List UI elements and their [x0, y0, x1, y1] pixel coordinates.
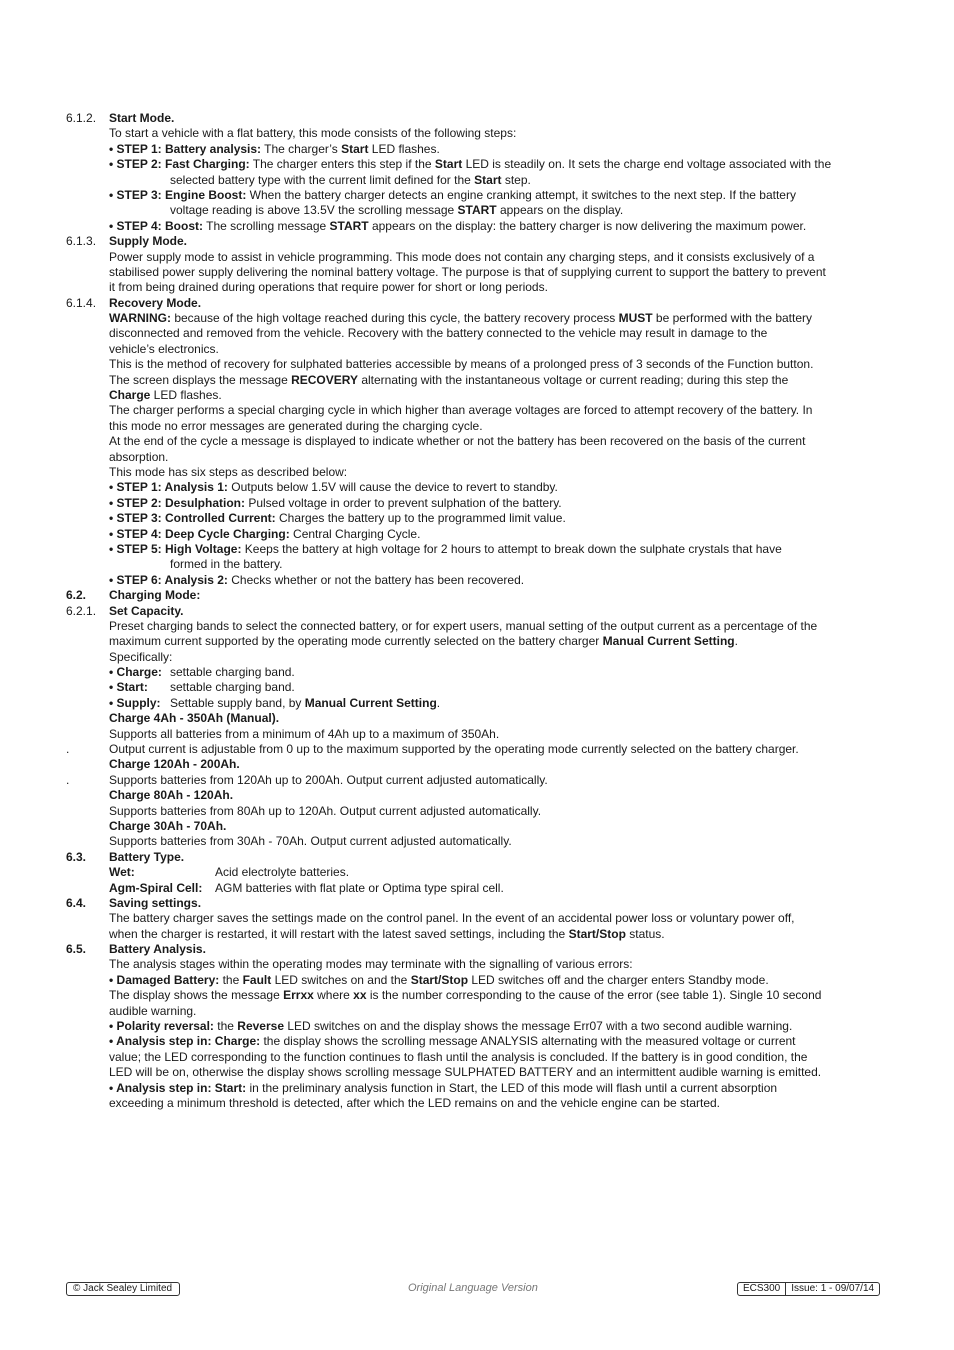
text-run: audible warning. [109, 1003, 197, 1018]
line-text [109, 680, 148, 695]
text-run: Supports all batteries from a minimum of 4Ah up to a maximum of 350Ah. [109, 726, 500, 741]
text-run: this mode no error messages are generated during the charging cycle. [109, 418, 483, 433]
text-run: Charge 30Ah - 70Ah. [109, 818, 227, 833]
line-text [109, 604, 183, 619]
text-run: Supports batteries from 80Ah up to 120Ah. Output current adjusted automatically. [109, 803, 542, 818]
line-text [109, 788, 233, 803]
text-run: Errxx [283, 988, 314, 1003]
text-line [0, 157, 954, 172]
text-run: • Supply: [109, 695, 161, 710]
text-run: • STEP 2: Desulphation: [109, 495, 245, 510]
text-line [0, 1081, 954, 1096]
issue-date: Issue: 1 - 09/07/14 [785, 1283, 879, 1295]
section-number: 6.2. [66, 588, 87, 603]
section-number: 6.4. [66, 895, 87, 910]
text-run: maximum current supported by the operating mode currently selected on the battery charger [109, 634, 603, 649]
line-text [109, 881, 202, 896]
text-line [0, 742, 954, 757]
text-run: Set Capacity. [109, 603, 184, 618]
text-line [0, 773, 954, 788]
text-line [0, 634, 954, 649]
text-line [0, 173, 954, 188]
text-line [0, 911, 954, 926]
text-run: it from being drained during operations that require power for short or long periods. [109, 280, 548, 295]
text-run: LED flashes. [368, 141, 440, 156]
line-text [109, 942, 206, 957]
line-text [109, 403, 812, 418]
text-line [0, 819, 954, 834]
text-run: because of the high voltage reached during this cycle, the battery recovery process [171, 311, 619, 326]
text-run: be performed with the battery [652, 311, 813, 326]
text-line [0, 203, 954, 218]
text-run: absorption. [109, 449, 169, 464]
text-run: AGM batteries with flat plate or Optima type spiral cell. [215, 880, 504, 895]
line-text [109, 1081, 777, 1096]
text-run: START [457, 203, 497, 218]
text-run: Start [474, 172, 502, 187]
section-number: . [66, 742, 70, 757]
text-run: • STEP 1: Analysis 1: [109, 480, 228, 495]
text-run: the display shows the scrolling message ANALYSIS alternating with the measured voltage or current [260, 1034, 796, 1049]
line-text [109, 450, 168, 465]
text-line [0, 604, 954, 619]
text-run: Start/Stop [410, 972, 469, 987]
text-run: • STEP 2: Fast Charging: [109, 157, 250, 172]
text-run: • Start: [109, 680, 148, 695]
line-text [109, 342, 219, 357]
text-run: xx [353, 988, 367, 1003]
text-run: • Charge: [109, 665, 162, 680]
text-run: • STEP 5: High Voltage: [109, 541, 242, 556]
line-definition [215, 881, 504, 896]
text-line [0, 511, 954, 526]
text-line [0, 527, 954, 542]
text-run: Central Charging Cycle. [289, 526, 421, 541]
text-run: START [329, 218, 369, 233]
text-line [0, 496, 954, 511]
text-run: Outputs below 1.5V will cause the device to revert to standby. [227, 480, 558, 495]
text-line [0, 142, 954, 157]
document-body [0, 111, 954, 1111]
text-run: when the charger is restarted, it will restart with the latest saved settings, including the [109, 926, 569, 941]
model-number: ECS300 [743, 1283, 781, 1294]
text-run: RECOVERY [291, 372, 358, 387]
text-run: selected battery type with the current limit defined for the [170, 172, 475, 187]
section-number: 6.2.1. [66, 603, 97, 618]
text-run: The charger performs a special charging cycle in which higher than average voltages are forced to attempt recovery of the battery. In [109, 403, 813, 418]
line-text [109, 311, 812, 326]
line-text [170, 557, 283, 572]
text-line [0, 834, 954, 849]
section-number: 6.5. [66, 942, 87, 957]
copyright-box [66, 1282, 180, 1296]
text-line [0, 680, 954, 695]
text-run: The battery charger saves the settings made on the control panel. In the event of an accidental power loss or voluntary power off, [109, 911, 795, 926]
text-line [0, 111, 954, 126]
text-run: stabilised power supply delivering the nominal battery voltage. The purpose is that of supplying current to support the battery to prevent [109, 264, 826, 279]
line-text [109, 896, 201, 911]
text-line [0, 1034, 954, 1049]
text-run: Power supply mode to assist in vehicle programming. This mode does not contain any charging steps, and it consists exclusively of a [109, 249, 815, 264]
text-run: WARNING: [109, 311, 171, 326]
text-line [0, 542, 954, 557]
line-text [109, 511, 566, 526]
text-run: LED is steadily on. It sets the charge end voltage associated with the [462, 157, 832, 172]
line-text [109, 650, 172, 665]
text-line [0, 357, 954, 372]
text-run: exceeding a minimum threshold is detected, after which the LED remains on and the vehicle engine can be started. [109, 1096, 721, 1110]
text-line [0, 126, 954, 141]
text-line [0, 927, 954, 942]
line-text [109, 804, 541, 819]
text-line [0, 665, 954, 680]
text-run: value; the LED corresponding to the function continues to flash until the analysis is concluded. If the battery is in good condition, the [109, 1049, 808, 1064]
text-run: Settable supply band, by [170, 695, 305, 710]
text-run: formed in the battery. [170, 557, 283, 572]
text-line [0, 280, 954, 295]
text-run: . [734, 634, 738, 649]
line-text [109, 1004, 196, 1019]
text-run: Preset charging bands to select the connected battery, or for expert users, manual setting of the output current as a percentage of the [109, 618, 818, 633]
line-text [109, 619, 817, 634]
text-run: Manual Current Setting [304, 695, 437, 710]
text-run: To start a vehicle with a flat battery, this mode consists of the following steps: [109, 126, 517, 141]
line-text [109, 434, 805, 449]
text-run: LED switches on and the [271, 972, 411, 987]
document-meta-box [737, 1282, 880, 1296]
text-run: Charge [109, 388, 151, 403]
line-text [170, 203, 623, 218]
line-text [109, 1065, 821, 1080]
line-text [109, 219, 806, 234]
text-run: Battery Type. [109, 849, 185, 864]
text-line [0, 588, 954, 603]
text-run: Charge 120Ah - 200Ah. [109, 757, 240, 772]
text-line [0, 557, 954, 572]
text-run: LED switches on and the display shows the message Err07 with a two second audible warning. [284, 1019, 793, 1034]
line-text [109, 527, 420, 542]
line-text [109, 326, 767, 341]
line-text [109, 296, 201, 311]
text-run: where [313, 988, 354, 1003]
text-line [0, 326, 954, 341]
text-run: alternating with the instantaneous voltage or current reading; during this step the [358, 372, 789, 387]
original-language-label: Original Language Version [408, 1282, 538, 1294]
line-text [109, 465, 347, 480]
text-line [0, 1096, 954, 1111]
text-line [0, 896, 954, 911]
section-number: 6.3. [66, 849, 87, 864]
text-run: • STEP 4: Deep Cycle Charging: [109, 526, 290, 541]
section-number: . [66, 772, 70, 787]
text-run: • Polarity reversal: [109, 1019, 214, 1034]
text-line [0, 696, 954, 711]
text-run: • STEP 3: Engine Boost: [109, 187, 247, 202]
text-line [0, 1050, 954, 1065]
text-run: Supports batteries from 120Ah up to 200Ah. Output current adjusted automatically. [109, 772, 548, 787]
line-text [109, 280, 548, 295]
line-text [109, 188, 796, 203]
line-text [109, 727, 499, 742]
text-line [0, 219, 954, 234]
line-text [109, 911, 795, 926]
text-run: • STEP 4: Boost: [109, 218, 203, 233]
copyright-text: © Jack Sealey Limited [73, 1283, 173, 1294]
line-text [109, 1096, 720, 1111]
line-definition [215, 865, 349, 880]
line-definition [170, 696, 440, 711]
text-run: Start [341, 141, 369, 156]
text-line [0, 234, 954, 249]
line-text [109, 126, 516, 141]
text-run: The scrolling message [203, 218, 330, 233]
text-run: The analysis stages within the operating modes may terminate with the signalling of various errors: [109, 957, 633, 972]
line-definition [170, 680, 295, 695]
line-text [109, 957, 633, 972]
text-run: appears on the display. [496, 203, 624, 218]
line-text [109, 573, 524, 588]
line-text [109, 542, 782, 557]
line-text [109, 1050, 807, 1065]
line-text [109, 234, 187, 249]
text-run: • STEP 6: Analysis 2: [109, 572, 228, 587]
text-run: Keeps the battery at high voltage for 2 hours to attempt to break down the sulphate crystals that have [241, 541, 782, 556]
text-line [0, 850, 954, 865]
section-number: 6.1.4. [66, 295, 97, 310]
line-text [170, 173, 531, 188]
line-text [109, 757, 240, 772]
text-line [0, 419, 954, 434]
line-text [109, 419, 483, 434]
line-text [109, 973, 769, 988]
text-run: The charger’s [261, 141, 342, 156]
text-run: • Damaged Battery: [109, 972, 220, 987]
text-line [0, 727, 954, 742]
line-text [109, 388, 222, 403]
text-line [0, 619, 954, 634]
text-run: Battery Analysis. [109, 942, 206, 957]
text-line [0, 388, 954, 403]
text-run: Charge 4Ah - 350Ah (Manual). [109, 711, 280, 726]
line-text [109, 496, 562, 511]
text-run: in the preliminary analysis function in Start, the LED of this mode will flash until a current absorption [246, 1080, 778, 1095]
text-run: Supports batteries from 30Ah - 70Ah. Output current adjusted automatically. [109, 834, 512, 849]
text-run: The screen displays the message [109, 372, 292, 387]
text-line [0, 434, 954, 449]
text-run: • STEP 1: Battery analysis: [109, 141, 262, 156]
text-run: voltage reading is above 13.5V the scrolling message [170, 203, 458, 218]
line-text [109, 250, 814, 265]
line-text [109, 834, 512, 849]
text-run: status. [625, 926, 665, 941]
line-text [109, 742, 799, 757]
text-run: step. [501, 172, 531, 187]
text-run: settable charging band. [170, 665, 295, 680]
line-text [109, 142, 440, 157]
text-run: Agm-Spiral Cell: [109, 880, 203, 895]
text-run: • Analysis step in: Start: [109, 1080, 247, 1095]
text-run: Manual Current Setting [602, 634, 735, 649]
section-number: 6.1.2. [66, 111, 97, 125]
text-run: Recovery Mode. [109, 295, 202, 310]
text-line [0, 311, 954, 326]
text-line [0, 1019, 954, 1034]
text-run: Fault [242, 972, 272, 987]
text-line [0, 865, 954, 880]
line-text [109, 865, 135, 880]
text-run: is the number corresponding to the cause of the error (see table 1). Single 10 second [366, 988, 822, 1003]
text-line [0, 296, 954, 311]
text-line [0, 942, 954, 957]
text-run: Start [434, 157, 463, 172]
text-run: Wet: [109, 865, 135, 880]
text-line [0, 1004, 954, 1019]
line-text [109, 157, 831, 172]
text-line [0, 1065, 954, 1080]
line-text [109, 634, 738, 649]
text-line [0, 757, 954, 772]
text-line [0, 973, 954, 988]
text-run: settable charging band. [170, 680, 295, 695]
line-text [109, 927, 665, 942]
text-run: This mode has six steps as described below: [109, 464, 348, 479]
text-run: Charging Mode: [109, 588, 201, 603]
line-text [109, 480, 558, 495]
line-text [109, 711, 279, 726]
line-text [109, 373, 788, 388]
text-run: Checks whether or not the battery has been recovered. [227, 572, 525, 587]
text-line [0, 250, 954, 265]
text-line [0, 804, 954, 819]
line-text [109, 988, 821, 1003]
text-line [0, 788, 954, 803]
line-text [109, 111, 174, 126]
text-line [0, 988, 954, 1003]
text-run: Charges the battery up to the programmed limit value. [275, 511, 566, 526]
text-run: Pulsed voltage in order to prevent sulphation of the battery. [245, 495, 562, 510]
text-line [0, 188, 954, 203]
line-text [109, 1019, 792, 1034]
text-line [0, 403, 954, 418]
line-text [109, 773, 548, 788]
text-line [0, 265, 954, 280]
text-line [0, 957, 954, 972]
text-line [0, 465, 954, 480]
text-line [0, 342, 954, 357]
section-number: 6.1.3. [66, 234, 97, 249]
text-run: Output current is adjustable from 0 up to the maximum supported by the operating mode currently selected on the battery charger. [109, 742, 799, 757]
text-run: When the battery charger detects an engine cranking attempt, it switches to the next step. If the battery [246, 187, 796, 202]
text-line [0, 450, 954, 465]
text-line [0, 373, 954, 388]
text-line [0, 881, 954, 896]
line-text [109, 265, 826, 280]
line-text [109, 696, 161, 711]
text-line [0, 573, 954, 588]
text-line [0, 711, 954, 726]
text-run: LED flashes. [150, 388, 222, 403]
text-run: Supply Mode. [109, 234, 187, 249]
text-run: LED switches off and the charger enters Standby mode. [468, 972, 769, 987]
text-line [0, 650, 954, 665]
line-text [109, 850, 184, 865]
text-run: Start/Stop [568, 926, 626, 941]
text-run: the [213, 1019, 238, 1034]
text-run: • Analysis step in: Charge: [109, 1034, 261, 1049]
line-text [109, 357, 813, 372]
text-run: Start Mode. [109, 111, 175, 125]
line-text [109, 588, 200, 603]
text-run: Charge 80Ah - 120Ah. [109, 788, 234, 803]
text-run: Saving settings. [109, 895, 202, 910]
text-run: The display shows the message [109, 988, 284, 1003]
text-run: • STEP 3: Controlled Current: [109, 511, 276, 526]
line-text [109, 819, 226, 834]
text-run: Acid electrolyte batteries. [215, 865, 350, 880]
line-text [109, 1034, 796, 1049]
line-text [109, 665, 162, 680]
text-run: At the end of the cycle a message is displayed to indicate whether or not the battery has been recovered on the basis of the current [109, 434, 806, 449]
text-run: MUST [618, 311, 653, 326]
text-run: This is the method of recovery for sulphated batteries accessible by means of a prolonged press of 3 seconds of the Function button. [109, 357, 814, 372]
line-definition [170, 665, 295, 680]
text-run: The charger enters this step if the [249, 157, 435, 172]
text-run: vehicle’s electronics. [109, 341, 219, 356]
text-line [0, 480, 954, 495]
text-run: disconnected and removed from the vehicle. Recovery with the battery connected to the vehicle may result in damage to the [109, 326, 768, 341]
text-run: appears on the display: the battery charger is now delivering the maximum power. [368, 218, 807, 233]
text-run: . [436, 695, 441, 710]
text-run: the [219, 972, 243, 987]
text-run: LED will be on, otherwise the display shows scrolling message SULPHATED BATTERY and an intermittent audible warning is emitted. [109, 1065, 822, 1080]
text-run: Reverse [237, 1019, 285, 1034]
text-run: Specifically: [109, 649, 173, 664]
